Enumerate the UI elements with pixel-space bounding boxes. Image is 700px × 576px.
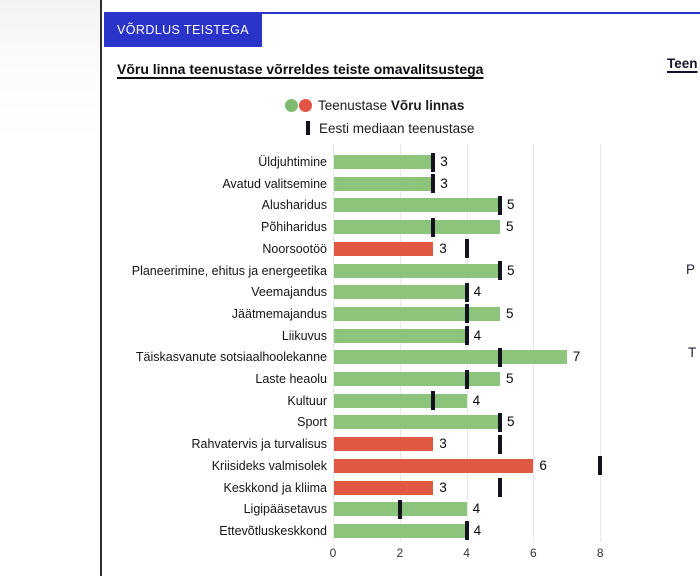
value-bar[interactable]: [334, 524, 467, 538]
value-label: 5: [507, 262, 515, 278]
value-label: 6: [539, 457, 547, 473]
adjacent-panel-label-partial: T: [688, 345, 697, 360]
category-label: Ligipääsetavus: [243, 502, 327, 517]
category-label: Kriisideks valmisolek: [211, 458, 327, 473]
value-bar[interactable]: [334, 264, 500, 278]
category-label: Jäätmemajandus: [231, 306, 327, 321]
category-label: Planeerimine, ehitus ja energeetika: [131, 263, 327, 278]
x-tick-label: 6: [530, 546, 537, 560]
category-label: Sport: [297, 415, 327, 430]
value-label: 5: [507, 197, 515, 213]
x-tick-label: 4: [463, 546, 470, 560]
adjacent-panel-title-partial: Teen: [667, 56, 698, 71]
value-label: 3: [440, 175, 448, 191]
median-marker: [498, 348, 502, 367]
legend-city-label: Teenustase Võru linnas: [318, 97, 465, 113]
x-tick-label: 2: [396, 546, 404, 560]
median-marker: [431, 391, 435, 410]
value-bar[interactable]: [334, 242, 433, 256]
value-label: 3: [439, 479, 447, 495]
category-label: Ettevõtluskeskkond: [219, 523, 327, 538]
value-bar[interactable]: [334, 459, 533, 473]
legend-median-label: Eesti mediaan teenustase: [319, 120, 475, 136]
tab-label: VÕRDLUS TEISTEGA: [117, 22, 249, 37]
value-label: 4: [473, 522, 482, 538]
median-marker: [498, 196, 502, 215]
median-marker: [498, 435, 502, 454]
category-label: Liikuvus: [281, 328, 327, 343]
median-marker: [465, 283, 469, 302]
median-marker: [465, 521, 469, 540]
median-marker: [598, 456, 602, 475]
median-marker: [431, 218, 435, 237]
value-label: 7: [572, 349, 581, 365]
value-label: 5: [507, 414, 515, 430]
median-marker: [498, 413, 502, 432]
category-label: Põhiharidus: [260, 220, 327, 235]
value-bar[interactable]: [334, 415, 500, 429]
value-bar[interactable]: [334, 285, 467, 299]
value-bar[interactable]: [334, 329, 467, 343]
value-label: 4: [473, 327, 482, 343]
median-marker: [498, 478, 502, 497]
median-marker: [498, 261, 502, 280]
value-bar[interactable]: [334, 481, 433, 495]
median-marker: [465, 304, 469, 323]
median-marker: [465, 370, 469, 389]
chart-title: Võru linna teenustase võrreldes teiste omavalitsustega: [117, 61, 484, 77]
value-bar[interactable]: [334, 372, 500, 386]
x-tick-label: 0: [329, 546, 337, 560]
median-marker: [465, 239, 469, 258]
median-marker: [431, 153, 435, 172]
median-marker: [431, 174, 435, 193]
value-label: 4: [472, 392, 481, 408]
value-bar[interactable]: [334, 177, 433, 191]
category-label: Laste heaolu: [255, 372, 327, 386]
category-label: Keskkond ja kliima: [223, 480, 327, 495]
value-label: 4: [473, 284, 482, 300]
category-label: Noorsootöö: [262, 241, 327, 256]
value-bar[interactable]: [334, 155, 433, 169]
value-label: 5: [506, 371, 514, 386]
median-marker: [465, 326, 469, 345]
value-bar[interactable]: [334, 220, 500, 234]
value-label: 3: [439, 240, 447, 256]
value-label: 3: [440, 154, 448, 169]
category-label: Alusharidus: [261, 198, 327, 213]
x-tick-label: 8: [596, 546, 604, 560]
value-label: 3: [439, 436, 447, 452]
value-label: 4: [472, 501, 481, 517]
value-bar[interactable]: [334, 394, 467, 408]
value-bar[interactable]: [334, 198, 500, 212]
category-label: Avatud valitsemine: [222, 176, 327, 191]
adjacent-panel-label-partial: P: [686, 262, 696, 277]
value-label: 5: [506, 305, 514, 321]
value-bar[interactable]: [334, 350, 567, 364]
category-label: Rahvatervis ja turvalisus: [191, 437, 327, 452]
category-label: Veemajandus: [251, 285, 327, 300]
value-bar[interactable]: [334, 307, 500, 321]
x-gridline: [600, 144, 601, 542]
category-label: Kultuur: [287, 393, 327, 408]
category-label: Täiskasvanute sotsiaalhoolekanne: [135, 350, 327, 365]
value-bar[interactable]: [334, 437, 433, 451]
value-label: 5: [506, 219, 514, 235]
category-label: Üldjuhtimine: [258, 155, 327, 169]
median-marker: [398, 500, 402, 519]
x-gridline: [533, 144, 534, 542]
